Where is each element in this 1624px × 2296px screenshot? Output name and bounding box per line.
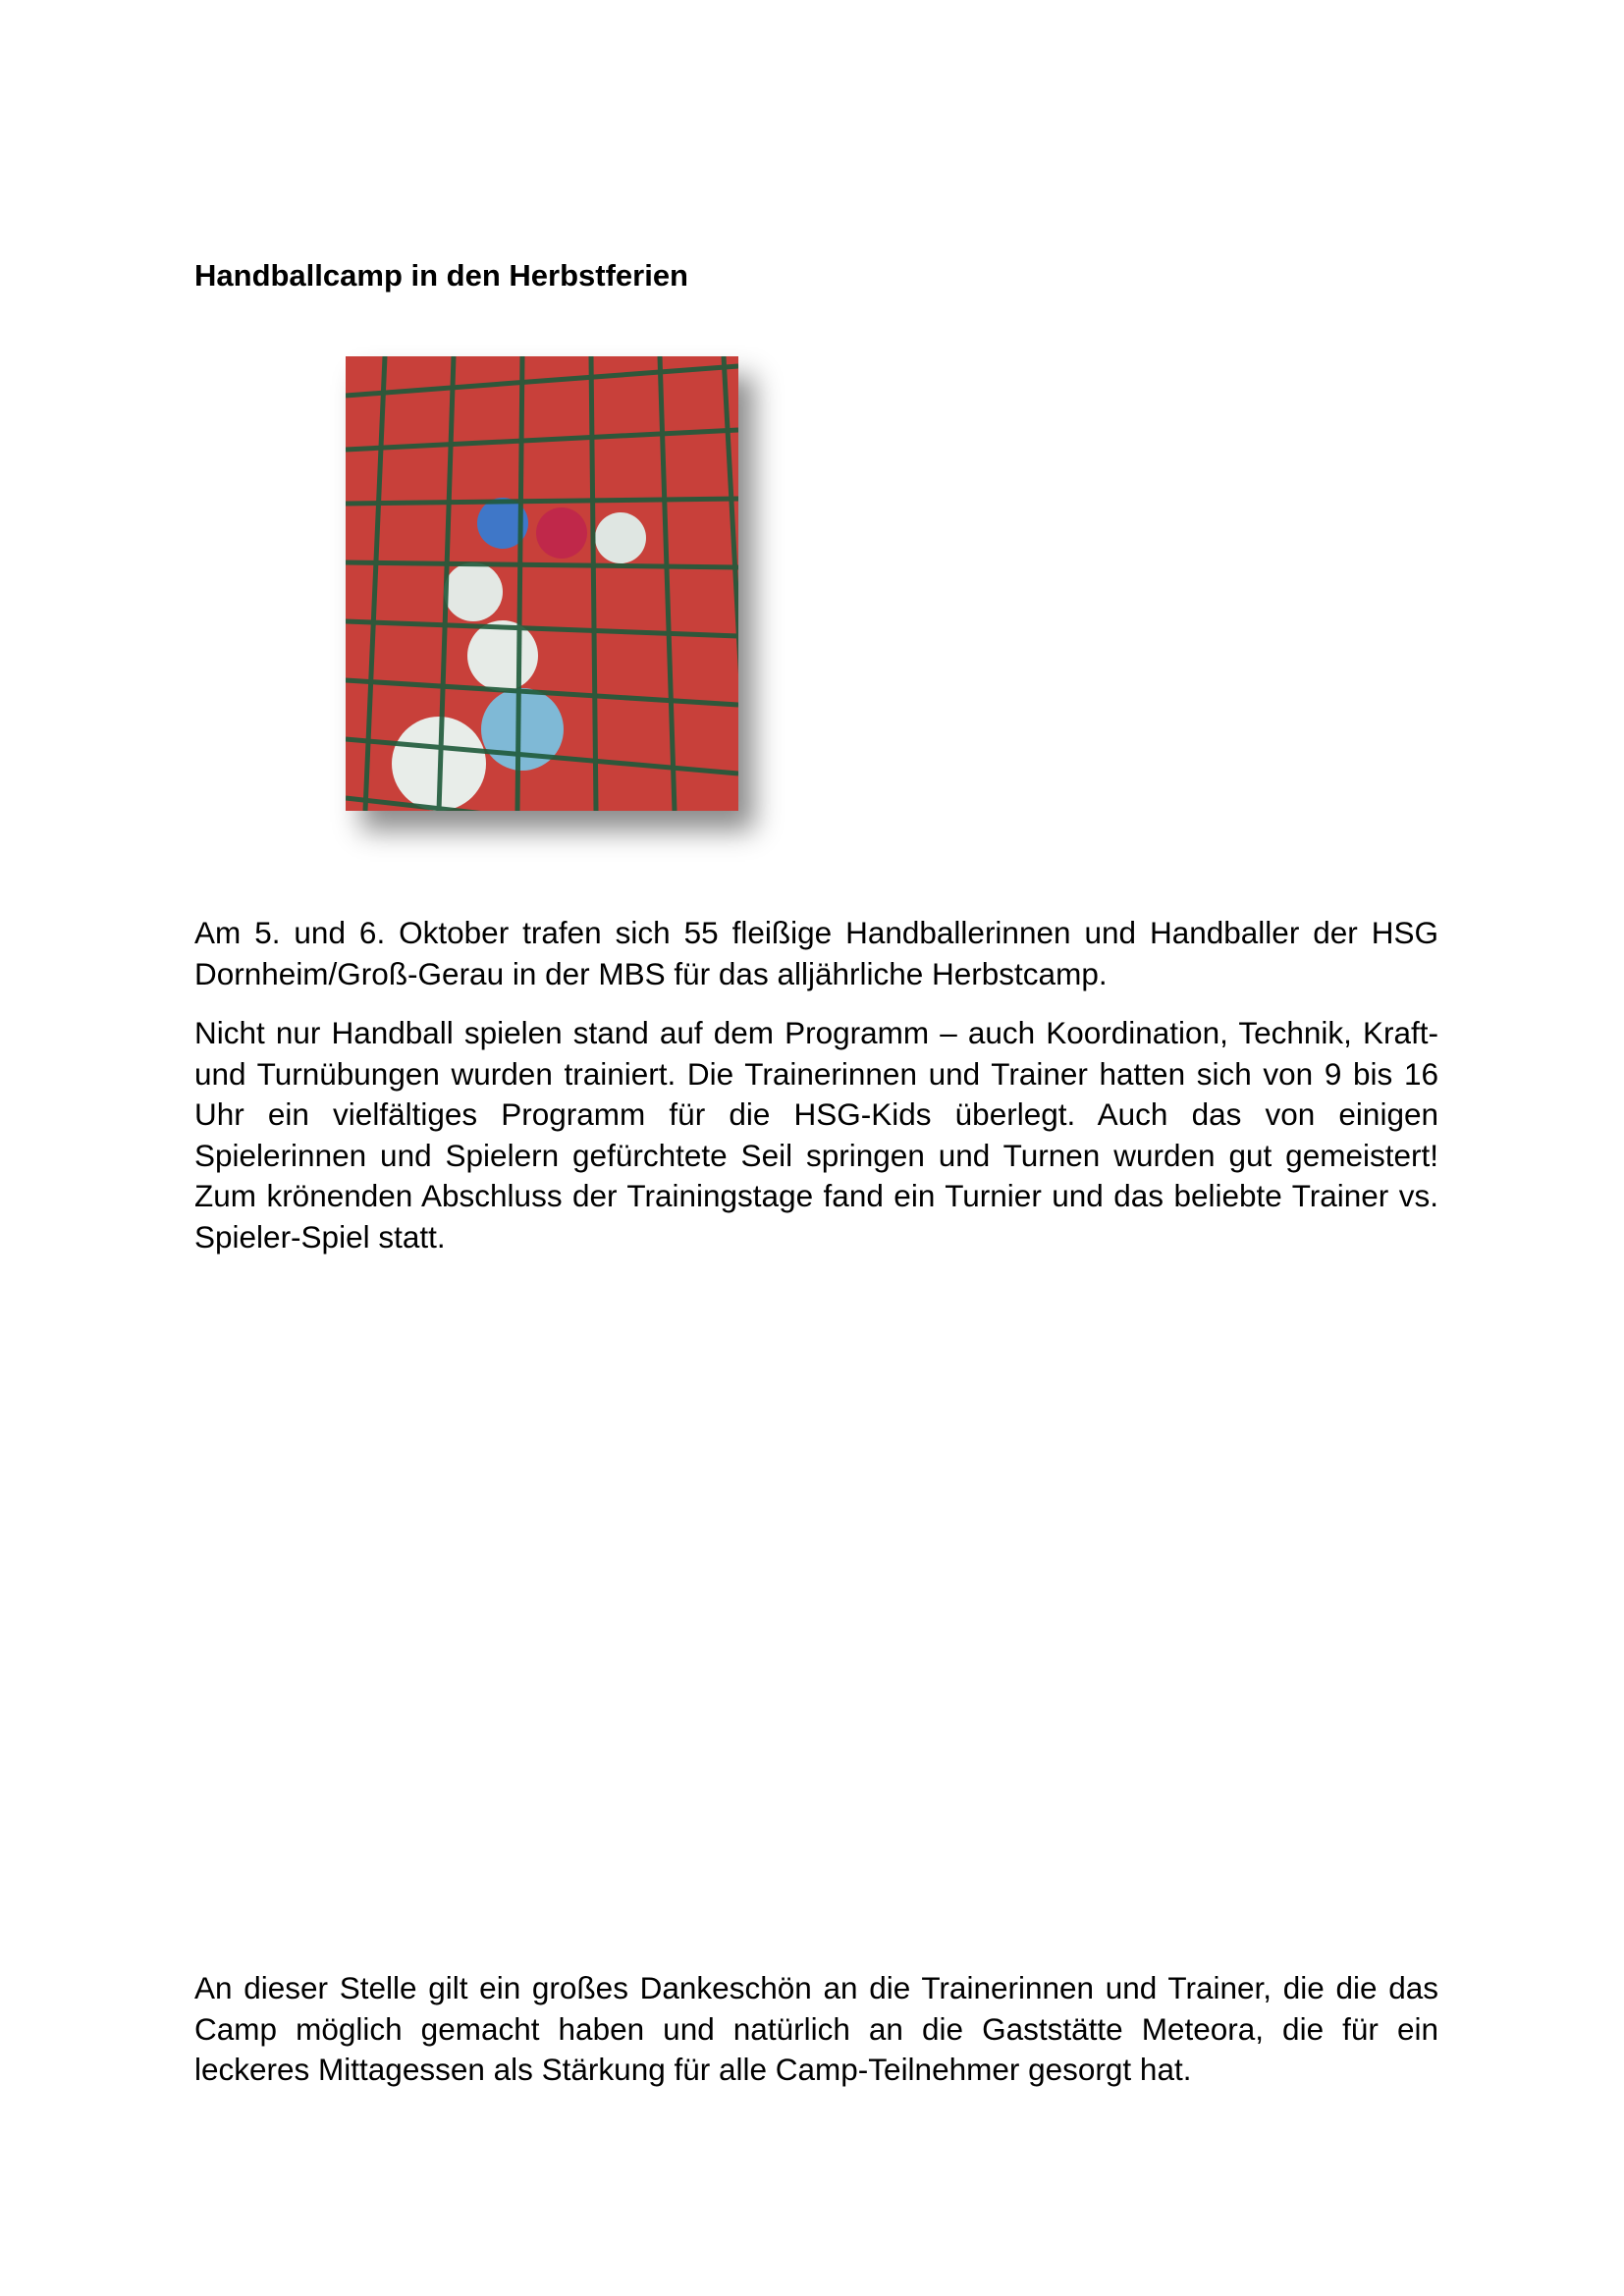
thanks-paragraph: An dieser Stelle gilt ein großes Dankeschön an die Trainerinnen und Trainer, die die das Camp möglich gemacht haben und natürlich an die Gaststätte Meteora, die für ein leckeres Mittagessen als Stärkung für alle Camp-Teilnehmer gesorgt hat. [194, 1970, 1438, 2087]
photo-net-balls [346, 356, 738, 811]
intro-paragraph: Am 5. und 6. Oktober trafen sich 55 fleißige Handballerinnen und Handballer der HSG Dornheim/Groß-Gerau in der MBS für das alljährliche Herbstcamp. [194, 915, 1438, 991]
program-paragraph: Nicht nur Handball spielen stand auf dem Programm – auch Koordination, Technik, Kraft- und Turnübungen wurden trainiert. Die Trainerinnen und Trainer hatten sich von 9 bis 16 Uhr ein vielfältiges Programm für die HSG-Kids überlegt. Auch das von einigen Spielerinnen und Spielern gefürchtete Seil springen und Turnen wurden gut gemeistert! Zum krönenden Abschluss der Trainingstage fand ein Turnier und das beliebte Trainer vs. Spieler-Spiel statt. [194, 1015, 1438, 1255]
page-title: Handballcamp in den Herbstferien [194, 258, 688, 293]
